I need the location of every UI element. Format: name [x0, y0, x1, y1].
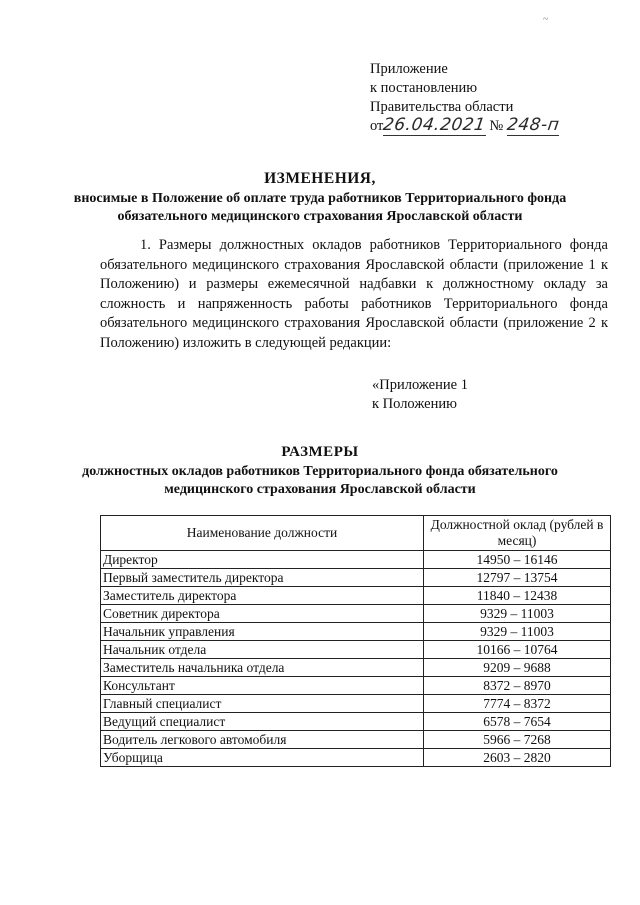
table-row: [101, 731, 611, 749]
salary-cell: 2603 – 2820: [424, 749, 611, 767]
salary-cell: 7774 – 8372: [424, 695, 611, 713]
table-row: [101, 713, 611, 731]
table-row: [101, 623, 611, 641]
table-header-row: [101, 516, 611, 551]
appendix-line2: к Положению: [372, 396, 457, 412]
header-line-resolution: к постановлению: [370, 80, 478, 96]
scan-mark: ~: [543, 14, 549, 25]
position-cell: Начальник управления: [101, 623, 424, 641]
header-position: Наименование должности: [101, 516, 424, 551]
table-row: [101, 695, 611, 713]
salary-cell: 9329 – 11003: [424, 605, 611, 623]
body-paragraph: 1. Размеры должностных окладов работников Территориального фонда обязательного медицинского страхования Ярославской области (приложение 1 к Положению) и размеры ежемесячной надбавки к должностному окладу за сложность и напряженность работы работников Территориального фонда обязательного медицинского страхования Ярославской области (приложение 2 к Положению) изложить в следующей редакции:: [100, 237, 608, 351]
from-label: от: [370, 118, 384, 134]
table-row: [101, 659, 611, 677]
title-sub: вносимые в Положение об оплате труда работников Территориального фонда обязательного медицинского страхования Ярославской области: [73, 191, 567, 224]
salary-cell: 9209 – 9688: [424, 659, 611, 677]
header-date-line: [370, 117, 620, 136]
position-cell: Главный специалист: [101, 695, 424, 713]
salary-table: [100, 515, 611, 767]
title-main: ИЗМЕНЕНИЯ,: [264, 170, 376, 187]
table-row: [101, 641, 611, 659]
position-cell: Консультант: [101, 677, 424, 695]
position-cell: Начальник отдела: [101, 641, 424, 659]
table-row: [101, 749, 611, 767]
number-underline: [507, 117, 559, 136]
header-salary: Должностной оклад (рублей в месяц): [424, 516, 611, 551]
position-cell: Уборщица: [101, 749, 424, 767]
handwritten-number: 248-п: [505, 115, 561, 135]
table-row: [101, 605, 611, 623]
salary-cell: 10166 – 10764: [424, 641, 611, 659]
number-label: №: [489, 118, 504, 134]
salary-cell: 12797 – 13754: [424, 569, 611, 587]
table-row: [101, 587, 611, 605]
date-underline: [382, 115, 488, 136]
header-block: [370, 60, 620, 136]
position-cell: Заместитель начальника отдела: [101, 659, 424, 677]
salary-cell: 14950 – 16146: [424, 551, 611, 569]
position-cell: Заместитель директора: [101, 587, 424, 605]
title-block: [60, 170, 580, 226]
header-line-government: Правительства области: [370, 99, 514, 115]
table-row: [101, 677, 611, 695]
position-cell: Первый заместитель директора: [101, 569, 424, 587]
table-row: [101, 551, 611, 569]
appendix-line1: «Приложение 1: [372, 377, 468, 393]
salary-cell: 9329 – 11003: [424, 623, 611, 641]
salary-cell: 6578 – 7654: [424, 713, 611, 731]
sizes-title-main: РАЗМЕРЫ: [281, 444, 359, 460]
position-cell: Водитель легкового автомобиля: [101, 731, 424, 749]
appendix-block: [372, 376, 612, 414]
table-row: [101, 569, 611, 587]
position-cell: Директор: [101, 551, 424, 569]
salary-cell: 5966 – 7268: [424, 731, 611, 749]
handwritten-date: 26.04.2021: [382, 115, 488, 135]
header-line-appendix: Приложение: [370, 61, 448, 77]
salary-cell: 11840 – 12438: [424, 587, 611, 605]
position-cell: Советник директора: [101, 605, 424, 623]
position-cell: Ведущий специалист: [101, 713, 424, 731]
sizes-title-block: [60, 444, 580, 499]
salary-cell: 8372 – 8970: [424, 677, 611, 695]
sizes-title-sub: должностных окладов работников Территориального фонда обязательного медицинского страхования Ярославской области: [82, 464, 558, 497]
salary-table-body: [101, 551, 611, 767]
